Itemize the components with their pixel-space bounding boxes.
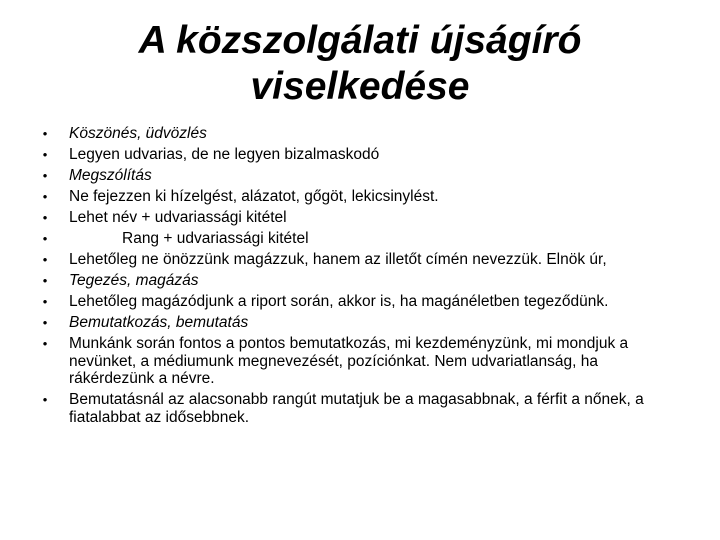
bullet-item — [40, 391, 680, 426]
bullet-item — [40, 335, 680, 388]
bullet-item — [40, 230, 680, 248]
bullet-icon: • — [42, 252, 48, 267]
bullet-item — [40, 209, 680, 227]
bullet-icon: • — [42, 315, 48, 330]
bullet-text: Megszólítás — [69, 167, 152, 184]
bullet-text: Bemutatkozás, bemutatás — [69, 314, 249, 331]
bullet-icon: • — [42, 273, 48, 288]
slide-title — [60, 18, 660, 110]
bullet-item — [40, 251, 680, 269]
bullet-item — [40, 293, 680, 311]
slide-title-line-2: viselkedése — [250, 65, 470, 108]
bullet-icon: • — [42, 294, 48, 309]
bullet-icon: • — [42, 126, 48, 141]
slide-title-line-1: A közszolgálati újságíró — [138, 19, 582, 62]
bullet-list — [40, 125, 680, 430]
bullet-icon: • — [42, 147, 48, 162]
bullet-text: Munkánk során fontos a pontos bemutatkozás, mi kezdeményzünk, mi mondjuk a nevünket, a médiumunk megnevezését, pozíciónkat. Nem udvariatlanság, ha rákérdezünk a névre. — [69, 335, 629, 387]
bullet-text: Legyen udvarias, de ne legyen bizalmaskodó — [69, 146, 380, 163]
bullet-icon: • — [42, 392, 48, 407]
bullet-text: Bemutatásnál az alacsonabb rangút mutatjuk be a magasabbnak, a férfit a nőnek, a fiatalabbat az idősebbnek. — [69, 391, 644, 426]
bullet-item — [40, 125, 680, 143]
bullet-item — [40, 188, 680, 206]
bullet-text: Lehetőleg magázódjunk a riport során, akkor is, ha magánéletben tegeződünk. — [69, 293, 609, 310]
bullet-icon: • — [42, 189, 48, 204]
bullet-text: Rang + udvariassági kitétel — [122, 230, 309, 247]
bullet-icon: • — [42, 168, 48, 183]
bullet-icon: • — [42, 336, 48, 351]
bullet-text: Ne fejezzen ki hízelgést, alázatot, gőgöt, lekicsinylést. — [69, 188, 439, 205]
bullet-text: Lehet név + udvariassági kitétel — [69, 209, 287, 226]
bullet-text: Tegezés, magázás — [69, 272, 199, 289]
bullet-icon: • — [42, 210, 48, 225]
bullet-icon: • — [42, 231, 48, 246]
bullet-item — [40, 314, 680, 332]
bullet-item — [40, 146, 680, 164]
bullet-item — [40, 272, 680, 290]
bullet-text: Lehetőleg ne önözzünk magázzuk, hanem az illetőt címén nevezzük. Elnök úr, — [69, 251, 607, 268]
bullet-item — [40, 167, 680, 185]
bullet-text: Köszönés, üdvözlés — [69, 125, 207, 142]
